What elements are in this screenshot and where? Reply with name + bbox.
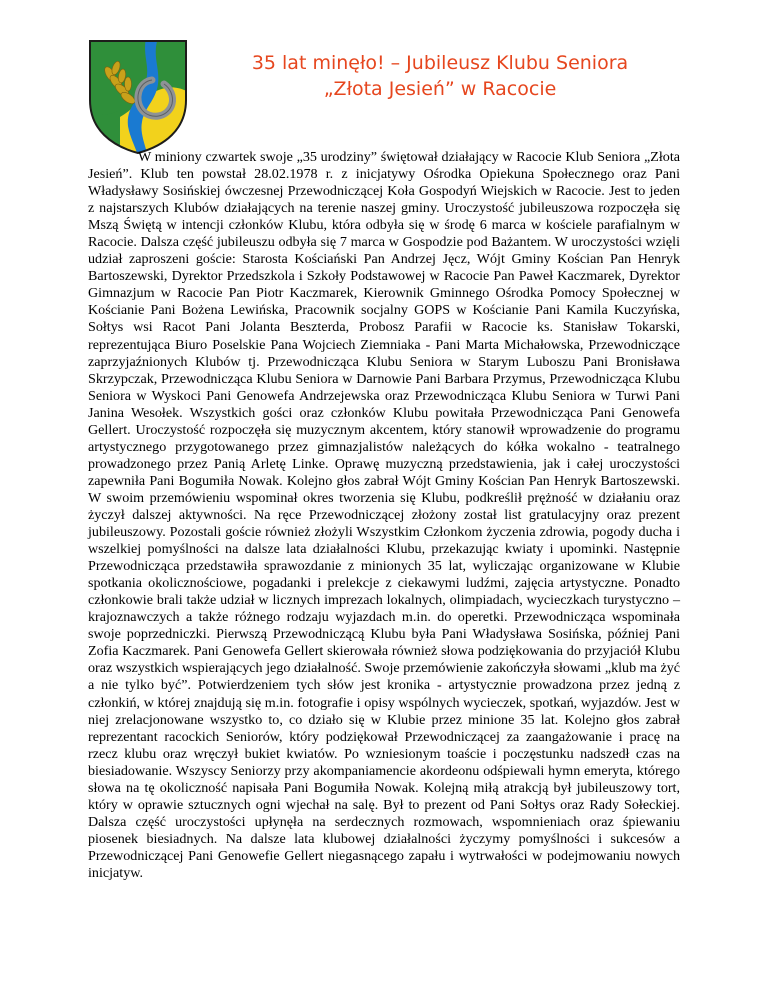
coat-of-arms-icon [86, 38, 190, 156]
crest-graphic [86, 38, 190, 156]
title-line-2: „Złota Jesień” w Racocie [323, 78, 557, 100]
title-line-1: 35 lat minęło! – Jubileusz Klubu Seniora [251, 52, 629, 74]
document-title [200, 50, 680, 102]
article-body: W miniony czwartek swoje „35 urodziny” świętował działający w Racocie Klub Seniora „Złota Jesień”. Klub ten powstał 28.02.1978 r. z inicjatywy Ośrodka Opiekuna Społecznego oraz Pani Władysławy Sosińskiej ówczesnej Przewodniczącej Koła Gospodyń Wiejskich w Racocie. Jest to jeden z najstarszych Klubów działających na terenie naszej gminy. Uroczystość jubileuszowa rozpoczęła się Mszą Świętą w intencji członków Klubu, która odbyła się w środę 6 marca w kościele parafialnym w Racocie. Dalsza część jubileuszu odbyła się 7 marca w Gospodzie pod Bażantem. W uroczystości wzięli udział zaproszeni goście: Starosta Kościański Pan Andrzej Jęcz, Wójt Gminy Kościan Pan Henryk Bartoszewski, Dyrektor Przedszkola i Szkoły Podstawowej w Racocie Pan Paweł Kaczmarek, Dyrektor Gimnazjum w Racocie Pan Piotr Kaczmarek, Kierownik Gminnego Ośrodka Pomocy Społecznej w Kościanie Pani Bożena Lewińska, Pracownik socjalny GOPS w Kościanie Pani Kamila Kuczyńska, Sołtys wsi Racot Pani Jolanta Beszterda, Probosz Parafii w Racocie ks. Stanisław Tokarski, reprezentująca Biuro Poselskie Pana Wojciech Ziemniaka - Pani Marta Michałowska, Przewodniczące zaprzyjaźnionych Klubów tj. Przewodnicząca Klubu Seniora w Starym Luboszu Pani Bronisława Skrzypczak, Przewodnicząca Klubu Seniora w Darnowie Pani Barbara Przymus, Przewodnicząca Klubu Seniora w Wyskoci Pani Genowefa Andrzejewska oraz Przewodnicząca Klubu Seniora w Turwi Pani Janina Wesołek. Wszystkich gości oraz członków Klubu powitała Przewodnicząca Pani Genowefa Gellert. Uroczystość rozpoczęła się muzycznym akcentem, który stanowił wprowadzenie do programu artystycznego przygotowanego przez gimnazjalistów należących do kółka wokalno - teatralnego prowadzonego przez Panią Arletę Linke. Oprawę muzyczną przedstawienia, jak i całej uroczystości zapewniła Pani Bogumiła Nowak. Kolejno głos zabrał Wójt Gminy Kościan Pan Henryk Bartoszewski. W swoim przemówieniu wspominał okres tworzenia się Klubu, podkreślił prężność w działaniu oraz życzył dalszej aktywności. Na ręce Przewodniczącej złożony został list gratulacyjny oraz prezent jubileuszowy. Pozostali goście również złożyli Wszystkim Członkom życzenia zdrowia, pogody ducha i wszelkiej pomyślności na dalsze lata działalności Klubu, przekazując kwiaty i upominki. Następnie Przewodnicząca przedstawiła sprawozdanie z minionych 35 lat, wyliczając organizowane w Klubie spotkania okolicznościowe, pogadanki i prelekcje z ciekawymi ludźmi, zajęcia artystyczne. Ponadto członkowie brali także udział w licznych imprezach lokalnych, olimpiadach, wycieczkach turystyczno – krajoznawczych a także różnego rodzaju wyjazdach m.in. do operetki. Przewodnicząca wspominała swoje poprzedniczki. Pierwszą Przewodniczącą Klubu była Pani Władysława Sosińska, później Pani Zofia Kaczmarek. Pani Genowefa Gellert skierowała również słowa podziękowania do przyjaciół Klubu oraz wszystkich wspierających jego działalność. Swoje przemówienie zakończyła słowami „klub ma żyć a nie tylko być”. Potwierdzeniem tych słów jest kronika - artystycznie prowadzona przez jedną z członkiń, w której znajdują się m.in. fotografie i opisy wspólnych wycieczek, spotkań, wyjazdów. Jest w niej zrelacjonowane wszystko to, co działo się w Klubie przez minione 35 lat. Kolejno głos zabrał reprezentant racockich Seniorów, który podziękował Przewodniczącej za zaangażowanie i pracę na rzecz klubu oraz wręczył bukiet kwiatów. Po wzniesionym toaście i poczęstunku nadszedł czas na biesiadowanie. Wszyscy Seniorzy przy akompaniamencie akordeonu odśpiewali hymn emeryta, którego słowa na tę okoliczność napisała Pani Bogumiła Nowak. Kolejną miłą atrakcją był jubileuszowy tort, który w oprawie sztucznych ogni wjechał na salę. Był to prezent od Pani Sołtys oraz Rady Sołeckiej. Dalsza część uroczystości upłynęła na serdecznych rozmowach, wspomnieniach oraz śpiewaniu piosenek biesiadnych. Na dalsze lata klubowej działalności życzymy pomyślności i sukcesów a Przewodniczącej Pani Genowefie Gellert niegasnącego zapału i wytrwałości w podejmowaniu nowych inicjatyw. [88, 149, 680, 881]
